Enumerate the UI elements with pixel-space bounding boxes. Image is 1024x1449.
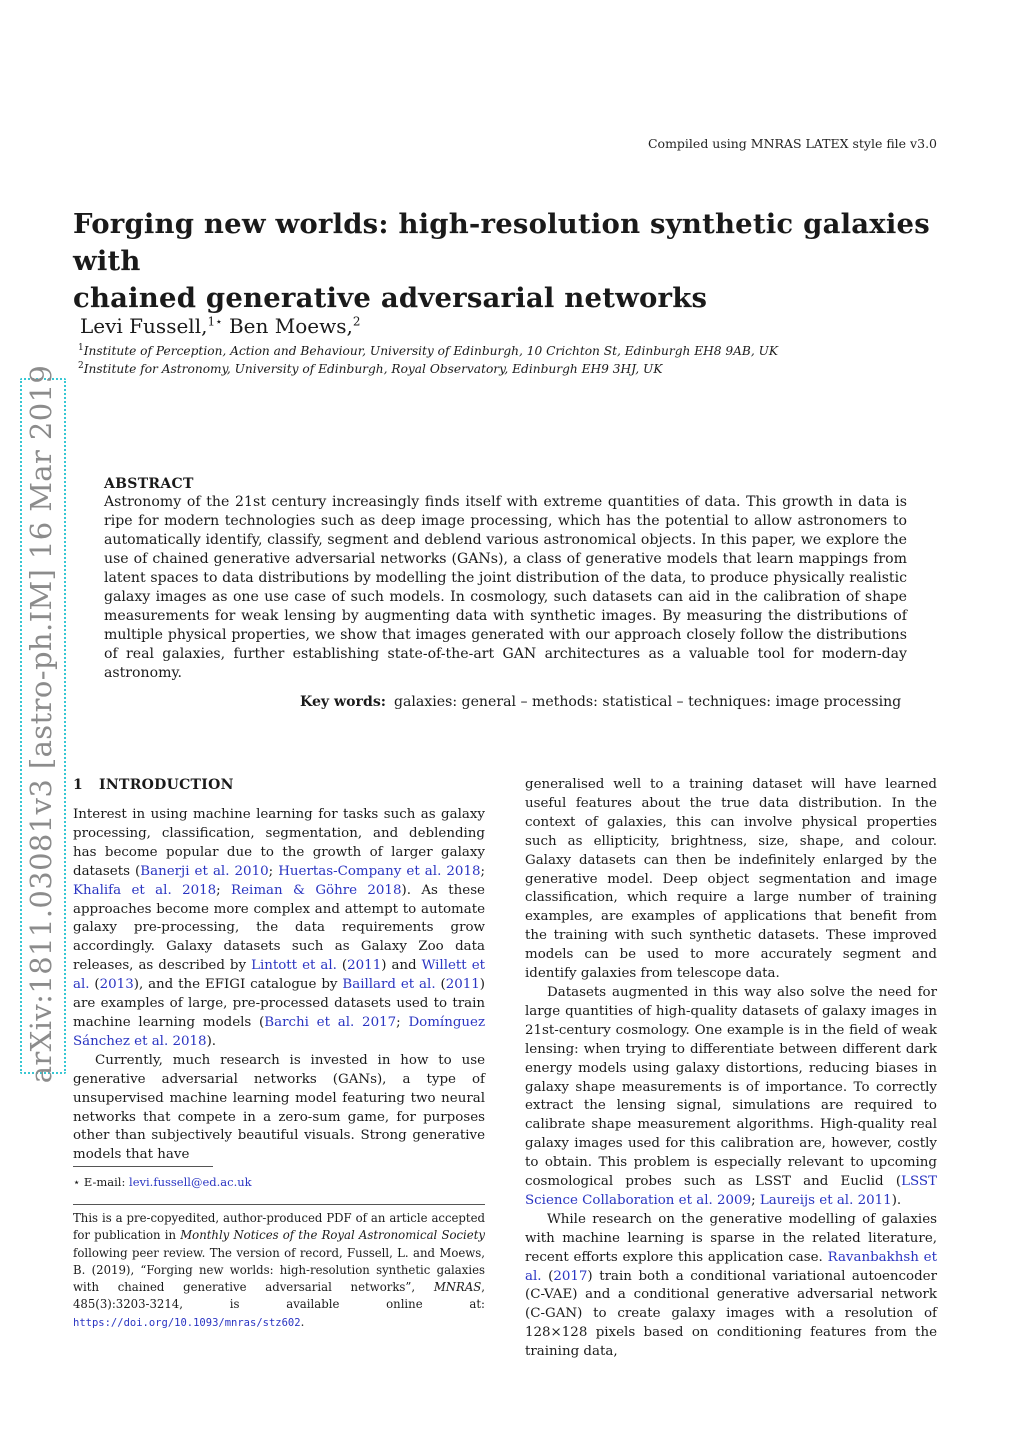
text-run: ( (89, 977, 100, 993)
arxiv-stamp[interactable]: arXiv:1811.03081v3 [astro-ph.IM] 16 Mar 2019 (24, 364, 58, 1084)
left-column (73, 806, 485, 1165)
text-run: ( (541, 1268, 554, 1284)
citation-link[interactable]: Ravanbakhsh et al. (525, 1249, 937, 1284)
text-run: ) and (381, 958, 422, 974)
author-1: Levi Fussell, (80, 314, 208, 338)
citation-link[interactable]: 2017 (553, 1268, 588, 1284)
keywords-label: Key words: (300, 694, 386, 710)
compiled-note: Compiled using MNRAS LATEX style file v3.0 (647, 136, 937, 151)
text-run: Interest in using machine learning for tasks such as galaxy processing, classification, segmentation, and deblending has become popular due to the growth of larger galaxy datasets ( (73, 807, 485, 879)
citation-link[interactable]: Baillard et al. (342, 977, 436, 993)
section-heading (73, 777, 234, 793)
text-run: This is a pre-copyedited, author-produced PDF of an article accepted for publication in (73, 1211, 485, 1243)
citation-link[interactable]: Lintott et al. (251, 958, 337, 974)
citation-link[interactable]: 2011 (347, 958, 382, 974)
title-line-2: chained generative adversarial networks (73, 282, 708, 314)
text-run: ( (435, 977, 446, 993)
text-run: ) are examples of large, pre-processed datasets used to train machine learning models ( (73, 977, 486, 1030)
footnote-label: E-mail: (83, 1175, 130, 1189)
prenote-rule (73, 1204, 485, 1205)
affiliation-1-number: 1 (78, 343, 84, 353)
text-run: While research on the generative modelling of galaxies with machine learning is sparse in the related literature, recent efforts explore this application case. (525, 1211, 937, 1265)
citation-link[interactable]: Willett et al. (73, 958, 485, 993)
citation-link[interactable]: Reiman & Göhre 2018 (231, 882, 402, 898)
citation-link[interactable]: Khalifa et al. 2018 (73, 882, 217, 898)
text-run: ; (216, 882, 232, 898)
abstract-text: Astronomy of the 21st century increasingly finds itself with extreme quantities of data. This growth in data is ripe for modern technologies such as deep image processing, which has the potential to allow astronomers to automatically identify, classify, segment and deblend various astronomical objects. In this paper, we explore the use of chained generative adversarial networks (GANs), a class of generative models that learn mappings from latent spaces to data distributions by modelling the joint distribution of the data, to produce physically realistic galaxy images as one use case of such models. In cosmology, such datasets can aid in the calibration of shape measurements for weak lensing by augmenting data with synthetic images. By measuring the distributions of multiple physical properties, we show that images generated with our approach closely follow the distributions of real galaxies, further establishing state-of-the-art GAN architectures as a valuable tool for modern-day astronomy. (104, 494, 907, 681)
intro-paragraph-3: generalised well to a training dataset will have learned useful features about the true data distribution. In the context of galaxies, this can involve physical properties such as ellipticity, brightness, size, shape, and colour. Galaxy datasets can then be indefinitely enlarged by the generative model. Deep object segmentation and image classification, which require a large number of training examples, are examples of applications that benefit from the training with such synthetic datasets. These improved models can be used to more accurately segment and identify galaxies from telescope data. (525, 777, 937, 982)
section-title: INTRODUCTION (99, 777, 234, 793)
author-2-marks: 2 (352, 314, 361, 329)
intro-paragraph-4 (525, 984, 937, 1211)
text-run: following peer review. The version of record, Fussell, L. and Moews, B. (2019), “Forging new worlds: high-resolution synthetic galaxies with chained generative adversarial networks”, (73, 1245, 485, 1295)
author-2: Ben Moews, (228, 314, 353, 338)
footnote-mark: ⋆ (73, 1175, 81, 1189)
citation-link[interactable]: Laureijs et al. 2011 (759, 1192, 892, 1208)
journal-name: Monthly Notices of the Royal Astronomical Society (180, 1228, 485, 1243)
intro-paragraph-2: Currently, much research is invested in how to use generative adversarial networks (GANs), a type of unsupervised machine learning model featuring two neural networks that compete in a zero-sum game, for purposes other than subjectively beautiful visuals. Strong generative models that have (73, 1052, 485, 1163)
text-run: ). (206, 1033, 217, 1049)
footnote-rule (73, 1166, 213, 1167)
keywords (300, 694, 940, 710)
text-run: ; (396, 1014, 409, 1030)
citation-link[interactable]: Banerji et al. 2010 (140, 863, 269, 879)
text-run: ). As these approaches become more complex and attempt to automate galaxy pre-processing, the data requirements grow accordingly. Galaxy datasets such as Galaxy Zoo data releases, as described by (73, 882, 485, 974)
text-run: ; (480, 863, 485, 879)
citation-link[interactable]: Barchi et al. 2017 (264, 1014, 397, 1030)
affiliation-1 (78, 343, 778, 358)
text-run: ). (891, 1192, 902, 1208)
keywords-text: galaxies: general – methods: statistical – techniques: image processing (393, 694, 902, 710)
text-run: . (300, 1314, 305, 1329)
right-column (525, 776, 937, 1362)
text-run: Datasets augmented in this way also solve the need for large quantities of high-quality datasets of galaxy images in 21st-century cosmology. One example is in the field of weak lensing: when trying to differentiate between different dark energy models using galaxy distortions, reducing biases in galaxy shape measurements is of importance. To correctly extract the lensing signal, simulations are required to calibrate shape measurement algorithms. High-quality real galaxy images used for this calibration are, however, costly to obtain. This problem is especially relevant to upcoming cosmological probes such as LSST and Euclid ( (525, 984, 937, 1190)
affiliation-2-number: 2 (78, 361, 84, 371)
citation-link[interactable]: 2011 (445, 977, 480, 993)
section-number: 1 (73, 777, 84, 793)
doi-link[interactable]: https://doi.org/10.1093/mnras/stz602 (73, 1316, 301, 1329)
affiliation-1-text: Institute of Perception, Action and Behaviour, University of Edinburgh, 10 Crichton St, Edinburgh EH8 9AB, UK (83, 344, 779, 359)
citation-link[interactable]: 2013 (99, 977, 134, 993)
paper-title (73, 206, 953, 317)
footnote (73, 1175, 252, 1189)
text-run: ( (336, 958, 348, 974)
affiliation-2-text: Institute for Astronomy, University of Edinburgh, Royal Observatory, Edinburgh EH9 3HJ, UK (83, 362, 663, 377)
intro-paragraph-5 (525, 1211, 937, 1362)
author-list (80, 314, 360, 338)
text-run: ) train both a conditional variational autoencoder (C-VAE) and a conditional generative adversarial network (C-GAN) to create galaxy images with a resolution of 128×128 pixels based on conditioning features from the training data, (525, 1268, 937, 1360)
email-link[interactable]: levi.fussell@ed.ac.uk (129, 1175, 252, 1189)
text-run: , 485(3):3203-3214, is available online at: (73, 1280, 485, 1312)
publication-note (73, 1210, 485, 1332)
intro-paragraph-1 (73, 806, 485, 1052)
affiliation-2 (78, 361, 662, 376)
title-line-1: Forging new worlds: high-resolution synthetic galaxies with (73, 208, 930, 277)
text-run: ; (751, 1192, 760, 1208)
citation-link[interactable]: LSST Science Collaboration et al. 2009 (525, 1174, 937, 1208)
citation-link[interactable]: Domínguez Sánchez et al. 2018 (73, 1014, 486, 1049)
journal-abbrev: MNRAS (433, 1280, 482, 1295)
abstract-heading: ABSTRACT (104, 476, 194, 492)
text-run: ), and the EFIGI catalogue by (133, 977, 343, 993)
citation-link[interactable]: Huertas-Company et al. 2018 (278, 863, 481, 879)
text-run: ; (268, 863, 279, 879)
author-1-marks: 1⋆ (207, 314, 223, 329)
